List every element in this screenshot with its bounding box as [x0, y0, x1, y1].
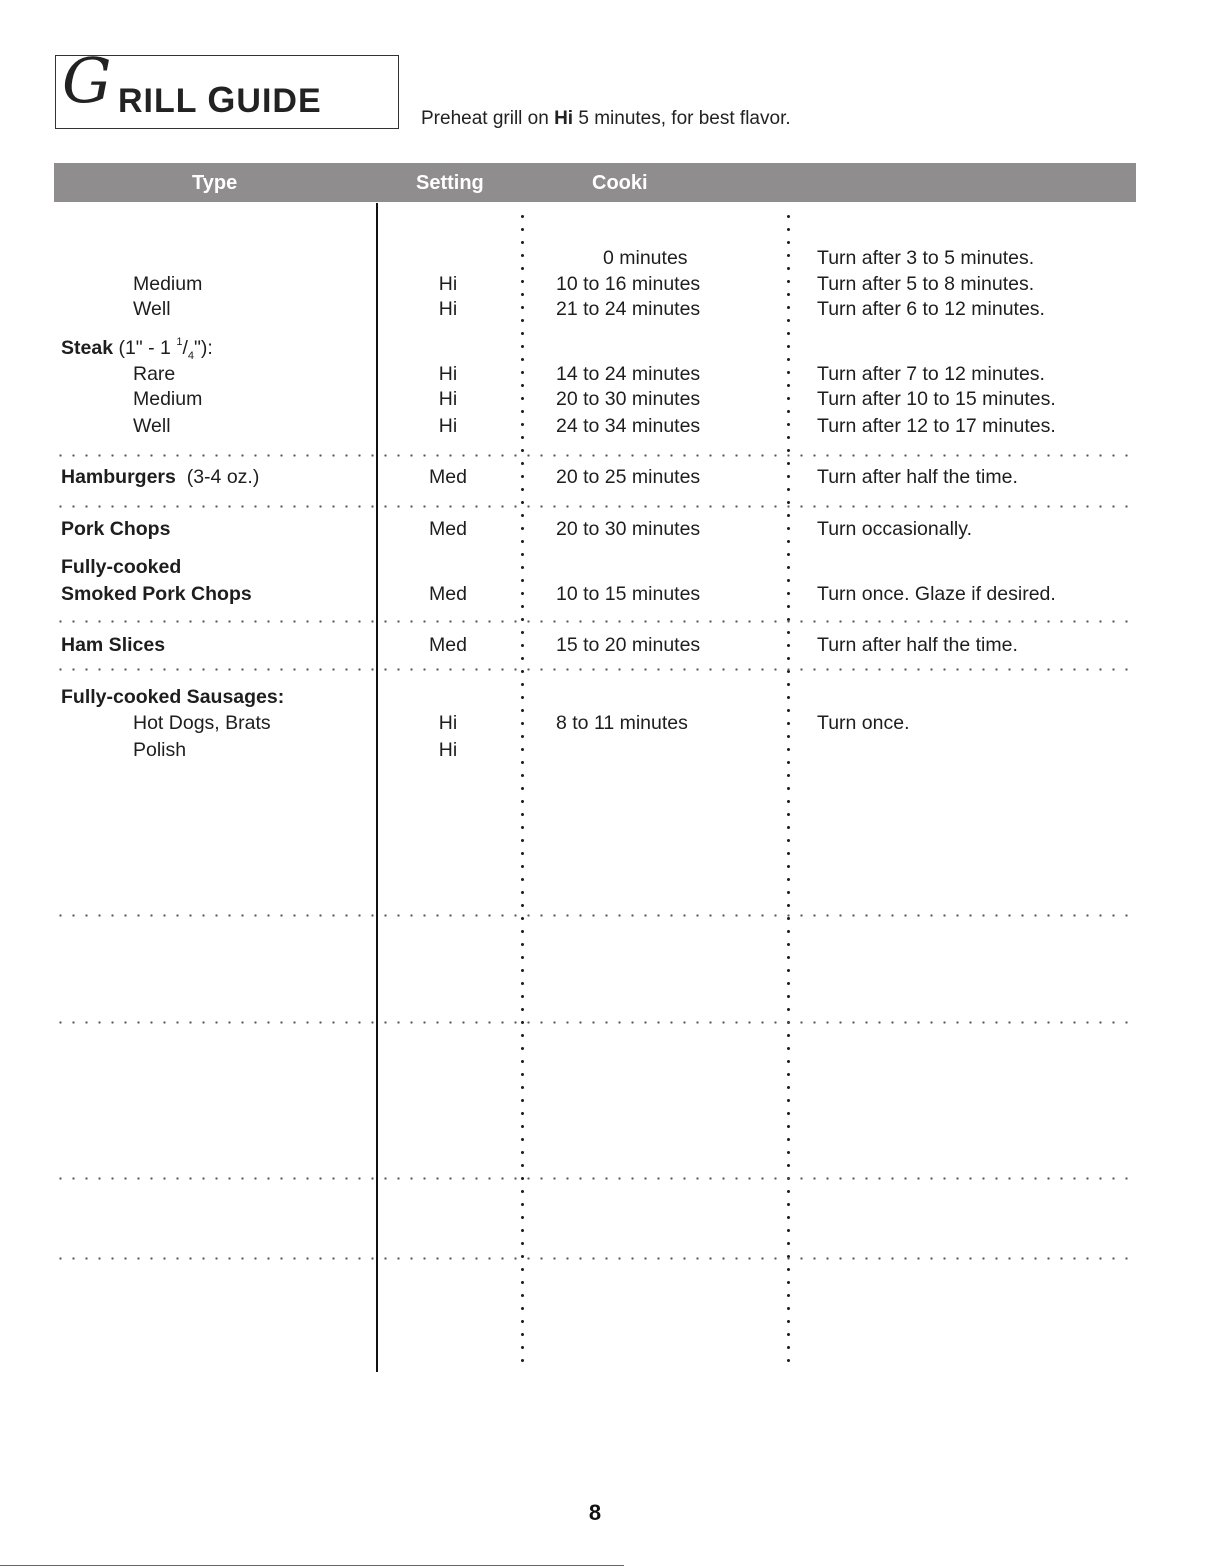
type-smoked-pork-chops: Smoked Pork Chops: [61, 583, 252, 605]
setting: Hi: [438, 388, 458, 410]
row-separator: [54, 505, 1136, 508]
type-sub: Rare: [133, 363, 176, 385]
setting: Hi: [438, 415, 458, 437]
row-separator: [54, 668, 1136, 671]
title-rest-2: UIDE: [236, 82, 322, 120]
cook-time: 20 to 30 minutes: [556, 518, 701, 540]
header-cooking: Cooki: [592, 172, 648, 194]
hamburgers-size: (3-4 oz.): [186, 466, 260, 488]
type-hamburgers: [61, 468, 259, 488]
cook-time: 20 to 25 minutes: [556, 466, 701, 488]
setting: Med: [429, 634, 467, 656]
fraction-numerator: 1: [176, 336, 183, 348]
comment: Turn after half the time.: [817, 466, 1018, 488]
type-steak: [61, 336, 213, 362]
cook-time: 20 to 30 minutes: [556, 388, 701, 410]
page-number: 8: [588, 1500, 602, 1525]
cook-time: 10 to 16 minutes: [556, 273, 701, 295]
preheat-text-2: 5 minutes, for best flavor.: [573, 108, 791, 129]
steak-size: (1" - 1: [113, 337, 177, 359]
setting: Med: [429, 583, 467, 605]
column-divider-time: [787, 210, 790, 1372]
column-divider-setting: [521, 210, 524, 1372]
column-divider-type: [376, 203, 378, 1372]
cook-time: 21 to 24 minutes: [556, 298, 701, 320]
type-sub: Medium: [133, 388, 203, 410]
comment: Turn after 7 to 12 minutes.: [817, 363, 1045, 385]
type-pork-chops: Pork Chops: [61, 518, 171, 540]
preheat-bold: Hi: [554, 108, 574, 129]
comment: Turn after 6 to 12 minutes.: [817, 298, 1045, 320]
comment: Turn after half the time.: [817, 634, 1018, 656]
comment: Turn once. Glaze if desired.: [817, 583, 1056, 605]
row-separator: [54, 1177, 1136, 1180]
title-box: [55, 44, 399, 129]
cook-time: 0 minutes: [603, 247, 688, 269]
cook-time: 10 to 15 minutes: [556, 583, 701, 605]
title-second-initial: G: [207, 79, 237, 120]
title-initial: G: [62, 44, 112, 117]
setting: Hi: [438, 273, 458, 295]
setting: Hi: [438, 363, 458, 385]
preheat-note: [421, 108, 791, 130]
cook-time: 8 to 11 minutes: [556, 712, 688, 734]
header-type: Type: [192, 172, 238, 194]
comment: Turn occasionally.: [817, 518, 972, 540]
type-ham-slices: Ham Slices: [61, 634, 166, 656]
type-sub: Hot Dogs, Brats: [133, 712, 271, 734]
comment: Turn after 10 to 15 minutes.: [817, 388, 1056, 410]
comment: Turn after 5 to 8 minutes.: [817, 273, 1035, 295]
type-fully-cooked: Fully-cooked: [61, 556, 182, 578]
preheat-text-1: Preheat grill on: [421, 108, 555, 129]
cook-time: 14 to 24 minutes: [556, 363, 701, 385]
type-sausages: Fully-cooked Sausages:: [61, 686, 285, 708]
type-sub: Medium: [133, 273, 203, 295]
row-separator: [54, 914, 1136, 917]
type-sub: Well: [133, 298, 171, 320]
comment: Turn after 12 to 17 minutes.: [817, 415, 1056, 437]
header-setting: Setting: [416, 172, 484, 194]
row-separator: [54, 1257, 1136, 1260]
steak-size-end: "):: [194, 337, 213, 359]
page-bottom-line: [0, 1565, 624, 1566]
comment: Turn once.: [817, 712, 910, 734]
fraction-slash: /: [182, 337, 188, 359]
hamburgers-label: Hamburgers: [61, 466, 176, 488]
title-rest-1: RILL: [118, 82, 197, 120]
cook-time: 24 to 34 minutes: [556, 415, 701, 437]
setting: Med: [429, 518, 467, 540]
setting: Hi: [438, 712, 458, 734]
fraction-denominator: 4: [187, 349, 194, 362]
type-sub: Well: [133, 415, 171, 437]
cook-time: 15 to 20 minutes: [556, 634, 701, 656]
setting: Hi: [438, 298, 458, 320]
row-separator: [54, 454, 1136, 457]
steak-label: Steak: [61, 337, 114, 359]
page-title: [118, 79, 322, 120]
type-sub: Polish: [133, 739, 187, 761]
setting: Hi: [438, 739, 458, 761]
comment: Turn after 3 to 5 minutes.: [817, 247, 1035, 269]
row-separator: [54, 620, 1136, 623]
row-separator: [54, 1021, 1136, 1024]
setting: Med: [429, 466, 467, 488]
